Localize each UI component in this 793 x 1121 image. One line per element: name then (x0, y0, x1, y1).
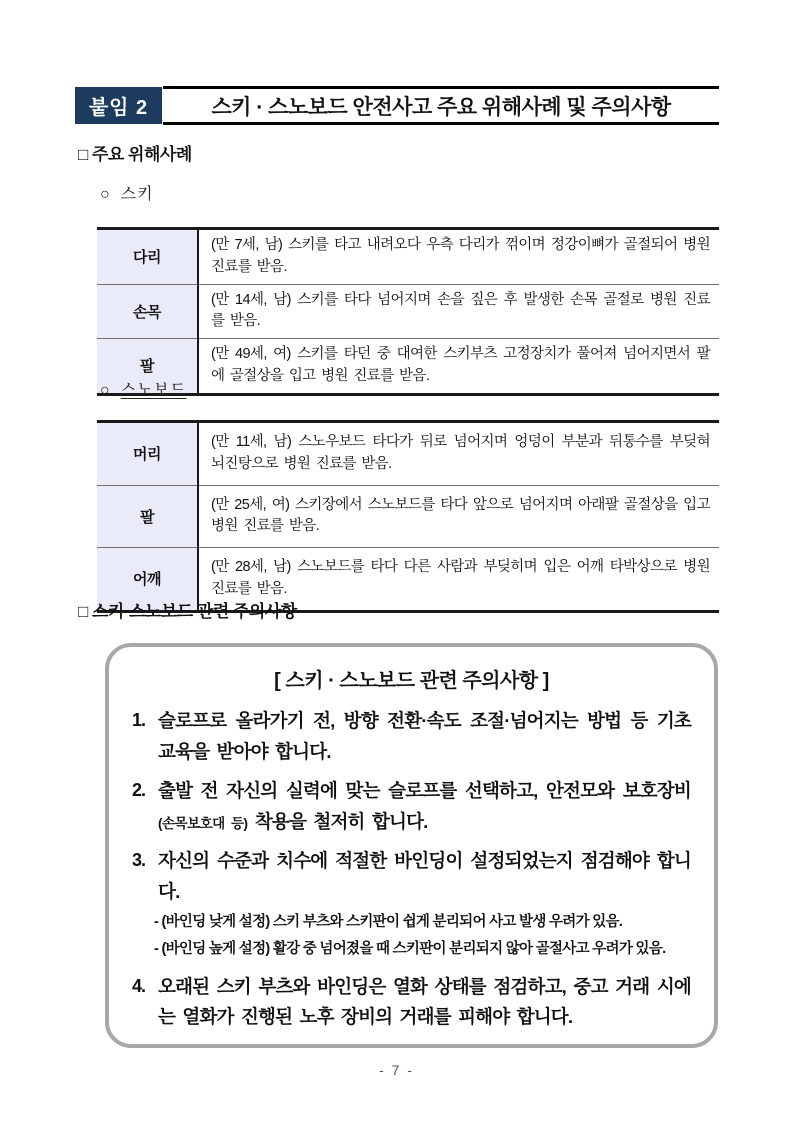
table-row (97, 485, 719, 548)
section-heading-caution: □ 스키·스노보드 관련 주의사항 (78, 602, 297, 621)
item-text-main: 자신의 수준과 치수에 적절한 바인딩이 설정되었는지 점검해야 합니다. (158, 850, 691, 902)
caution-box-title: [ 스키 · 스노보드 관련 주의사항 ] (274, 670, 549, 692)
body-part-cell: 머리 (97, 422, 198, 486)
sub-note: - (바인딩 높게 설정) 활강 중 넘어졌을 때 스키판이 분리되지 않아 골절사고 우려가 있음. (154, 940, 666, 957)
case-description-cell: (만 28세, 남) 스노보드를 타다 다른 사람과 부딪히며 입은 어깨 타박상으로 병원 진료를 받음. (198, 548, 719, 612)
body-part-cell: 다리 (97, 229, 198, 285)
case-description-cell: (만 14세, 남) 스키를 타다 넘어지며 손을 짚은 후 발생한 손목 골절로 병원 진료를 받음. (198, 284, 719, 339)
item-text-main: 슬로프로 올라가기 전, 방향 전환·속도 조절·넘어지는 방법 등 기초 교육을 받아야 합니다. (158, 710, 691, 762)
caution-box (105, 643, 718, 1048)
item-text-small: (손목보호대 등) (158, 815, 248, 831)
attachment-badge: 붙임 2 (75, 87, 162, 124)
item-number: 3. (132, 850, 146, 871)
item-number: 2. (132, 780, 146, 801)
body-part-cell: 손목 (97, 284, 198, 339)
subsection-label-snowboard-text: 스노보드 (120, 382, 187, 399)
page-number: - 7 - (379, 1062, 414, 1078)
snowboard-cases-table (97, 420, 719, 613)
item-text (158, 706, 691, 767)
case-description-cell: (만 11세, 남) 스노우보드 타다가 뒤로 넘어지며 엉덩이 부분과 뒤통수를 부딪혀 뇌진탕으로 병원 진료를 받음. (211, 434, 710, 472)
subsection-label-ski (100, 181, 154, 204)
item-text (158, 776, 691, 837)
case-description-cell: (만 49세, 여) 스키를 타던 중 대여한 스키부츠 고정장치가 풀어져 넘어지면서 팔에 골절상을 입고 병원 진료를 받음. (198, 339, 719, 395)
item-text-tail: 착용을 철저히 합니다. (247, 810, 428, 832)
table-row (97, 422, 719, 486)
page-title: 스키 · 스노보드 안전사고 주요 위해사례 및 주의사항 (163, 86, 719, 125)
item-text (158, 972, 691, 1033)
subsection-label-snowboard (100, 377, 187, 400)
item-text-main: 출발 전 자신의 실력에 맞는 슬로프를 선택하고, 안전모와 보호장비 (158, 780, 691, 802)
caution-item-4 (132, 972, 691, 1033)
body-part-cell: 팔 (97, 485, 198, 548)
item-number: 1. (132, 710, 146, 730)
caution-item-3 (132, 846, 691, 907)
table-row (97, 229, 719, 285)
case-description-cell: (만 25세, 여) 스키장에서 스노보드를 타다 앞으로 넘어지며 아래팔 골절상을 입고 병원 진료를 받음. (198, 485, 719, 548)
table-row (97, 339, 719, 395)
caution-item-1 (132, 706, 691, 767)
section-heading-cases: □ 주요 위해사례 (78, 145, 192, 164)
caution-item-3-sublist (154, 909, 691, 963)
ski-cases-table (97, 227, 719, 396)
body-part-cell: 팔 (97, 339, 198, 395)
case-description-cell: (만 7세, 남) 스키를 타고 내려오다 우측 다리가 꺾이며 정강이뼈가 골절되어 병원 진료를 받음. (211, 237, 710, 275)
subsection-label-ski-text: 스키 (120, 186, 154, 203)
circle-bullet-icon: ○ (100, 186, 111, 203)
body-part-cell: 어깨 (97, 548, 198, 612)
sub-note: - (바인딩 낮게 설정) 스키 부츠와 스키판이 쉽게 분리되어 사고 발생 우려가 있음. (154, 914, 623, 931)
item-text (158, 846, 691, 907)
item-text-main: 오래된 스키 부츠와 바인딩은 열화 상태를 점검하고, 중고 거래 시에는 열화가 진행된 노후 장비의 거래를 피해야 합니다. (158, 975, 691, 1028)
caution-item-2 (132, 776, 691, 837)
item-number: 4. (132, 975, 146, 996)
table-row (97, 284, 719, 339)
circle-bullet-icon: ○ (100, 382, 111, 399)
